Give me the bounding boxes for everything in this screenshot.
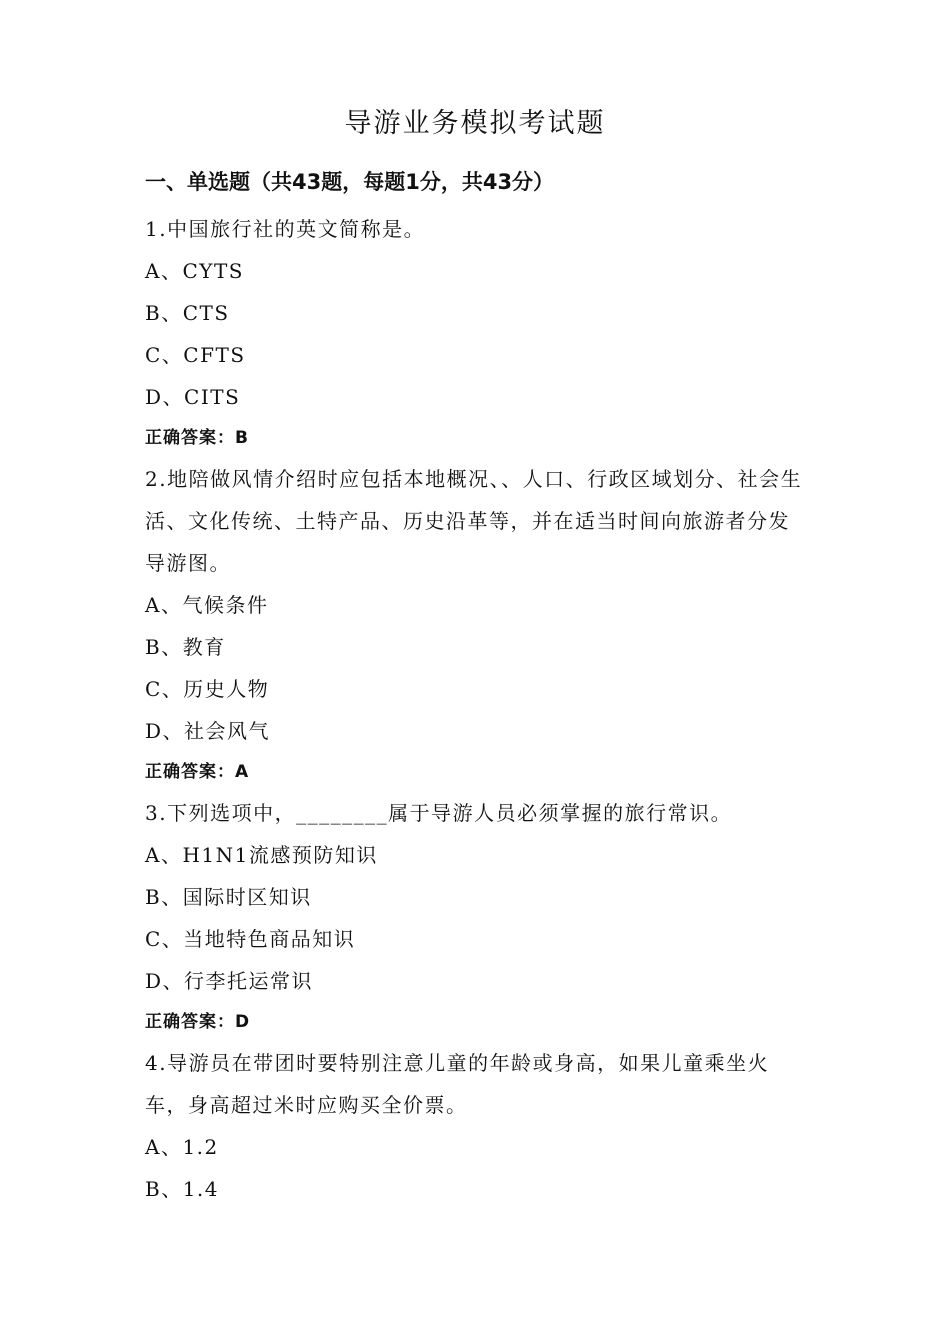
question-4 [145,1042,810,1210]
option-b: B、CTS [145,301,230,325]
option-d: D、行李托运常识 [145,969,314,993]
option-b: B、教育 [145,635,226,659]
question-text: 2.地陪做风情介绍时应包括本地概况、、人口、行政区域划分、社会生活、文化传统、土特产品、历史沿革等，并在适当时间向旅游者分发导游图。 [145,467,803,575]
question-1 [145,208,810,458]
option-a: A、气候条件 [145,593,269,617]
option-c: C、CFTS [145,343,246,367]
option-c: C、历史人物 [145,677,270,701]
correct-answer: 正确答案：B [145,428,249,448]
option-b: B、国际时区知识 [145,885,312,909]
option-d: D、社会风气 [145,719,271,743]
correct-answer: 正确答案：D [145,1012,251,1032]
correct-answer: 正确答案：A [145,762,250,782]
option-c: C、当地特色商品知识 [145,927,356,951]
option-a: A、H1N1流感预防知识 [145,843,378,867]
question-text: 4.导游员在带团时要特别注意儿童的年龄或身高，如果儿童乘坐火车，身高超过米时应购买全价票。 [145,1051,770,1117]
option-b: B、1.4 [145,1177,220,1201]
option-a: A、CYTS [145,259,244,283]
question-text: 1.中国旅行社的英文简称是。 [145,217,426,241]
option-a: A、1.2 [145,1135,219,1159]
document-title: 导游业务模拟考试题 [344,108,606,139]
question-list [145,208,810,1210]
question-text: 3.下列选项中，________属于导游人员必须掌握的旅行常识。 [145,801,733,825]
option-d: D、CITS [145,385,241,409]
section-heading: 一、单选题（共43题，每题1分，共43分） [145,170,555,194]
question-2 [145,458,810,792]
question-3 [145,792,810,1042]
